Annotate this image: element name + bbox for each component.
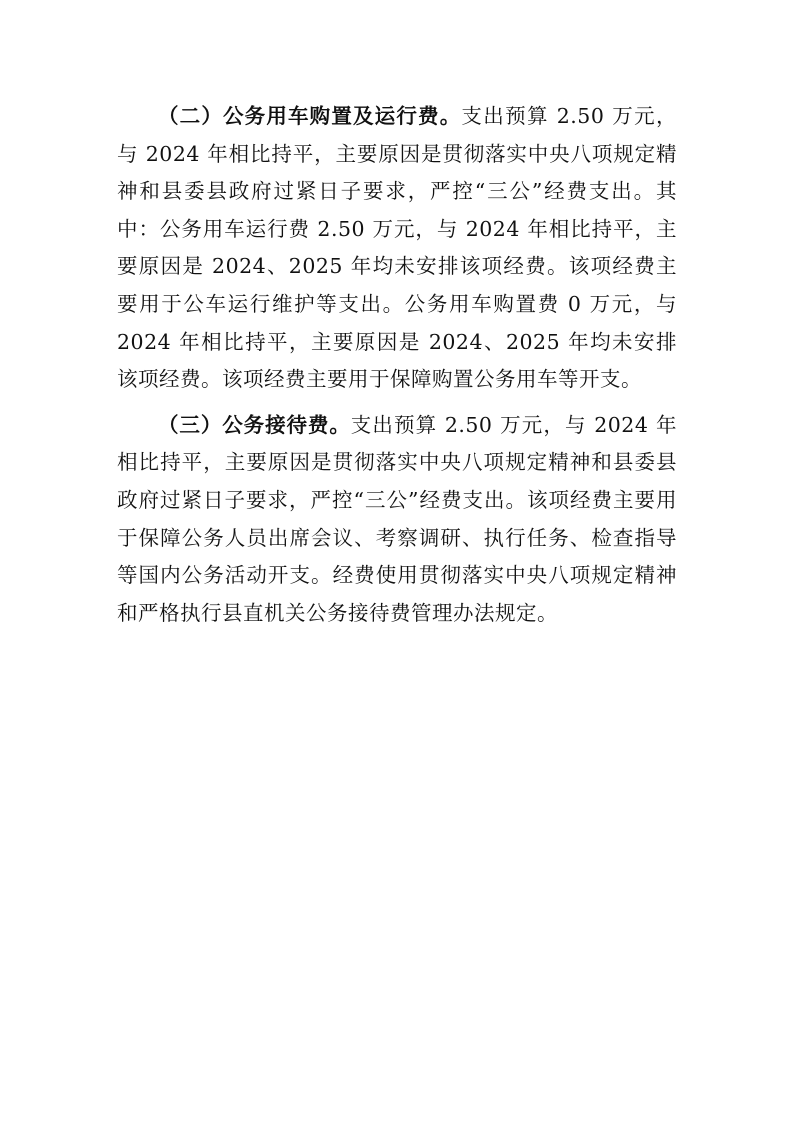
document-body xyxy=(117,98,677,632)
section-vehicle-expenses xyxy=(117,98,677,399)
section-text: 支出预算 2.50 万元，与 2024 年相比持平，主要原因是贯彻落实中央八项规定精神和县委县政府过紧日子要求，严控“三公”经费支出。该项经费主要用于保障公务人员出席会议、考察调研、执行任务、检查指导等国内公务活动开支。经费使用贯彻落实中央八项规定精神和严格执行县直机关公务接待费管理办法规定。 xyxy=(117,412,677,625)
section-heading: （三）公务接待费。 xyxy=(158,412,351,437)
section-text: 支出预算 2.50 万元，与 2024 年相比持平，主要原因是贯彻落实中央八项规定精神和县委县政府过紧日子要求，严控“三公”经费支出。其中：公务用车运行费 2.50 万元，与 2024 年相比持平，主要原因是 2024、2025 年均未安排该项经费。该项经费主要用于公车运行维护等支出。公务用车购置费 0 万元，与 2024 年相比持平，主要原因是 2024、2025 年均未安排该项经费。该项经费主要用于保障购置公务用车等开支。 xyxy=(117,104,678,392)
section-reception-expenses xyxy=(117,407,677,633)
section-heading: （二）公务用车购置及运行费。 xyxy=(158,104,462,128)
